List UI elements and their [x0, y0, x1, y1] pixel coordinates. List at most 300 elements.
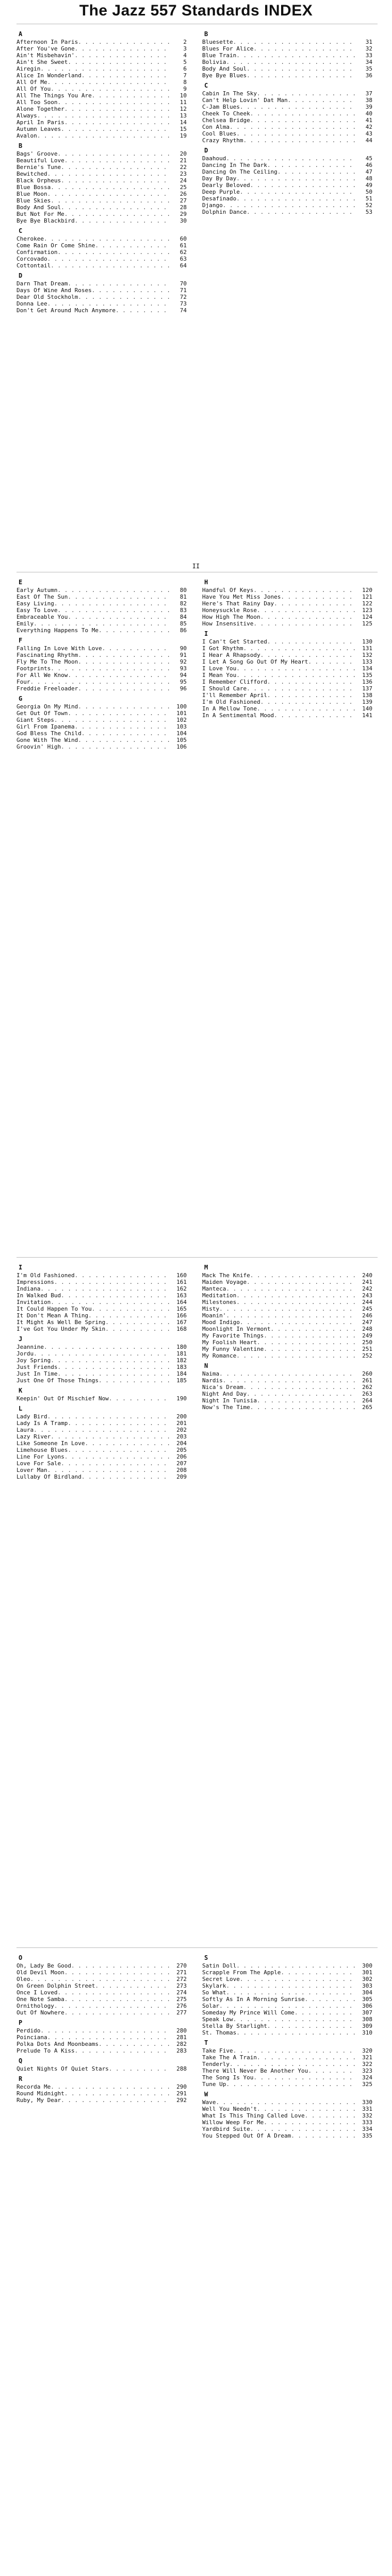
index-entry [202, 1962, 372, 1969]
song-title: Crazy Rhythm [202, 137, 243, 144]
page-ref: 141 [362, 712, 372, 719]
leader-dots [51, 197, 169, 204]
leader-dots [99, 2041, 169, 2047]
page-ref: 280 [176, 2027, 187, 2034]
song-title: Recorda Me [17, 2083, 51, 2090]
song-title: Mack The Knife [202, 1272, 250, 1279]
index-entry [17, 39, 187, 45]
leader-dots [236, 1299, 355, 1306]
leader-dots [61, 126, 169, 132]
leader-dots [68, 1420, 169, 1427]
index-entry [17, 620, 187, 627]
index-entry [202, 155, 372, 162]
section-letter: B [19, 142, 23, 149]
index-entry [17, 743, 187, 750]
page-ref: 5 [183, 59, 187, 65]
leader-dots [236, 2029, 355, 2036]
page-ref: 123 [362, 607, 372, 614]
index-entry [202, 1312, 372, 1319]
page-ref: 163 [176, 1292, 187, 1299]
song-title: Limehouse Blues [17, 1447, 68, 1453]
leader-dots [64, 1996, 169, 2003]
index-entry [17, 645, 187, 652]
page-ref: 27 [179, 197, 187, 204]
section-letter: P [19, 2019, 23, 2026]
leader-dots [116, 307, 169, 314]
song-title: Cherokee [17, 235, 44, 242]
page-ref: 168 [176, 1326, 187, 1332]
page-ref: 240 [362, 1272, 372, 1279]
song-title: So What [202, 1989, 226, 1996]
song-title: Take The A Train [202, 2054, 257, 2061]
page-ref: 105 [176, 737, 187, 743]
song-title: Well You Needn't [202, 2106, 257, 2112]
leader-dots [105, 1319, 169, 1326]
page-ref: 304 [362, 1989, 372, 1996]
page-ref: 38 [365, 97, 372, 104]
song-title: Polka Dots And Moonbeams [17, 2041, 99, 2047]
song-title: Just One Of Those Things [17, 1377, 99, 1384]
song-title: Con Alma [202, 124, 230, 130]
song-title: Don't Get Around Much Anymore [17, 307, 116, 314]
leader-dots [78, 685, 169, 692]
leader-dots [264, 1332, 355, 1339]
index-entry [202, 2067, 372, 2074]
leader-dots [236, 672, 355, 679]
index-entry [17, 300, 187, 307]
page-ref: 183 [176, 1364, 187, 1370]
index-entry [202, 1272, 372, 1279]
page-ref: 282 [176, 2041, 187, 2047]
page-ref: 281 [176, 2034, 187, 2041]
index-column-right [202, 27, 372, 215]
song-title: You Stepped Out Of A Dream [202, 2132, 291, 2139]
page-ref: 333 [362, 2119, 372, 2126]
song-title: Line For Lyons [17, 1453, 64, 1460]
index-entry [202, 1989, 372, 1996]
leader-dots [51, 1299, 169, 1306]
index-entry [17, 1447, 187, 1453]
index-entry [17, 1413, 187, 1420]
song-title: Lady Is A Tramp [17, 1420, 68, 1427]
leader-dots [257, 1397, 355, 1404]
index-entry [202, 195, 372, 202]
index-entry [17, 1344, 187, 1350]
index-entry [202, 2029, 372, 2036]
song-title: Love For Sale [17, 1460, 61, 1467]
song-title: Lullaby Of Birdland [17, 1473, 81, 1480]
page-ref: 181 [176, 1350, 187, 1357]
section-letter: R [19, 2075, 23, 2082]
song-title: I'm Old Fashioned [17, 1272, 75, 1279]
song-title: Days Of Wine And Roses [17, 287, 92, 294]
leader-dots [264, 2119, 355, 2126]
leader-dots [291, 2132, 355, 2139]
index-column-right [202, 1261, 372, 1411]
song-title: It Don't Mean A Thing [17, 1312, 89, 1319]
page-ref: 61 [179, 242, 187, 249]
song-title: Jordu [17, 1350, 34, 1357]
song-title: Poinciana [17, 2034, 47, 2041]
page-ref: 102 [176, 717, 187, 723]
index-entry [17, 249, 187, 256]
page-ref: 122 [362, 600, 372, 607]
leader-dots [257, 705, 355, 712]
page-ref: 264 [362, 1397, 372, 1404]
leader-dots [247, 209, 355, 215]
index-entry [202, 672, 372, 679]
page-ref: 161 [176, 1279, 187, 1285]
page-ref: 134 [362, 665, 372, 672]
index-entry [17, 59, 187, 65]
page-ref: 165 [176, 1306, 187, 1312]
song-title: Can't Help Lovin' Dat Man [202, 97, 288, 104]
leader-dots [57, 587, 169, 594]
leader-dots [223, 202, 355, 209]
page-ref: 251 [362, 1346, 372, 1352]
leader-dots [236, 1292, 355, 1299]
index-entry [202, 2047, 372, 2054]
index-entry [17, 2027, 187, 2034]
song-title: The Song Is You [202, 2074, 254, 2081]
section-letter: T [204, 2039, 208, 2046]
song-title: I Hear A Rhapsody [202, 652, 260, 658]
index-entry [202, 658, 372, 665]
page-ref: 184 [176, 1370, 187, 1377]
leader-dots [34, 1427, 169, 1433]
song-title: Tune Up [202, 2081, 226, 2088]
page-ref: 95 [179, 679, 187, 685]
page-ref: 272 [176, 1976, 187, 1982]
leader-dots [230, 124, 355, 130]
page-ref: 245 [362, 1306, 372, 1312]
leader-dots [57, 150, 169, 157]
song-title: In A Mellow Tone [202, 705, 257, 712]
leader-dots [233, 2016, 355, 2023]
index-entry [202, 2003, 372, 2009]
leader-dots [243, 645, 355, 652]
song-title: Everything Happens To Me [17, 627, 99, 634]
leader-dots [270, 1326, 355, 1332]
leader-dots [51, 2083, 169, 2090]
song-title: Deep Purple [202, 189, 240, 195]
index-entry [17, 1460, 187, 1467]
page-ref: 335 [362, 2132, 372, 2139]
page-ref: 203 [176, 1433, 187, 1440]
index-entry [202, 1976, 372, 1982]
index-entry [17, 1982, 187, 1989]
index-entry [202, 110, 372, 117]
page-ref: 322 [362, 2061, 372, 2067]
leader-dots [99, 627, 169, 634]
index-entry [202, 1326, 372, 1332]
leader-dots [78, 652, 169, 658]
leader-dots [247, 685, 355, 692]
leader-dots [260, 699, 355, 705]
leader-dots [92, 92, 169, 99]
index-entry [17, 658, 187, 665]
leader-dots [250, 2126, 355, 2132]
song-title: My Funny Valentine [202, 1346, 264, 1352]
page-ref: 3 [183, 45, 187, 52]
song-title: All The Things You Are [17, 92, 92, 99]
index-entry [202, 1370, 372, 1377]
song-title: God Bless The Child [17, 730, 81, 737]
song-title: I Got Rhythm [202, 645, 243, 652]
page-ref: 80 [179, 587, 187, 594]
index-entry [202, 600, 372, 607]
song-title: Quiet Nights Of Quiet Stars [17, 2065, 109, 2072]
page-ref: 36 [365, 72, 372, 79]
song-title: Maiden Voyage [202, 1279, 247, 1285]
index-entry [17, 45, 187, 52]
page-ref: 292 [176, 2097, 187, 2104]
leader-dots [61, 1292, 169, 1299]
leader-dots [308, 658, 355, 665]
page-ref: 249 [362, 1332, 372, 1339]
leader-dots [47, 300, 169, 307]
index-entry [17, 737, 187, 743]
index-entry [17, 157, 187, 164]
index-entry [17, 2041, 187, 2047]
index-entry [17, 2065, 187, 2072]
song-title: In Walked Bud [17, 1292, 61, 1299]
page-ref: 252 [362, 1352, 372, 1359]
leader-dots [281, 1969, 355, 1976]
song-title: I Let A Song Go Out Of My Heart [202, 658, 308, 665]
index-entry [17, 1285, 187, 1292]
page-ref: 309 [362, 2023, 372, 2029]
page-ref: 24 [179, 177, 187, 184]
song-title: Donna Lee [17, 300, 47, 307]
song-title: Blue Skies [17, 197, 51, 204]
index-entry [17, 2090, 187, 2097]
song-title: Gone With The Wind [17, 737, 78, 743]
index-entry [17, 607, 187, 614]
page-ref: 93 [179, 665, 187, 672]
song-title: Satin Doll [202, 1962, 237, 1969]
leader-dots [40, 2027, 169, 2034]
song-title: But Not For Me [17, 211, 64, 217]
song-title: Prelude To A Kiss [17, 2047, 75, 2054]
song-title: It Could Happen To You [17, 1306, 92, 1312]
leader-dots [68, 594, 169, 600]
leader-dots [226, 59, 355, 65]
song-title: Easy Living [17, 600, 54, 607]
song-title: Daahoud [202, 155, 226, 162]
leader-dots [288, 97, 355, 104]
leader-dots [64, 1969, 169, 1976]
song-title: Early Autumn [17, 587, 58, 594]
leader-dots [247, 72, 355, 79]
section-letter: O [19, 1954, 23, 1961]
page-ref: 45 [365, 155, 372, 162]
song-title: Cheek To Cheek [202, 110, 250, 117]
page-ref: 32 [365, 45, 372, 52]
page-ref: 31 [365, 39, 372, 45]
index-entry [202, 652, 372, 658]
page-ref: 53 [365, 209, 372, 215]
leader-dots [68, 280, 169, 287]
page-ref: 138 [362, 692, 372, 699]
page-ref: 308 [362, 2016, 372, 2023]
song-title: Get Out Of Town [17, 710, 68, 717]
song-title: Blues For Alice [202, 45, 254, 52]
song-title: I Love You [202, 665, 237, 672]
index-entry [202, 1982, 372, 1989]
index-entry [17, 1292, 187, 1299]
song-title: Just In Time [17, 1370, 58, 1377]
leader-dots [37, 112, 169, 119]
page-ref: 334 [362, 2126, 372, 2132]
leader-dots [64, 2090, 169, 2097]
page-ref: 246 [362, 1312, 372, 1319]
page-ref: 106 [176, 743, 187, 750]
index-entry [17, 1319, 187, 1326]
index-column-left [17, 1261, 187, 1480]
song-title: I Remember Clifford [202, 679, 267, 685]
song-title: Come Rain Or Come Shine [17, 242, 95, 249]
leader-dots [61, 743, 169, 750]
index-entry [202, 2099, 372, 2106]
song-title: Someday My Prince Will Come [202, 2009, 295, 2016]
index-entry [17, 1370, 187, 1377]
song-title: Indiana [17, 1285, 41, 1292]
index-entry [202, 1996, 372, 2003]
song-title: One Note Samba [17, 1996, 64, 2003]
leader-dots [51, 86, 169, 92]
song-title: There Will Never Be Another You [202, 2067, 308, 2074]
page-ref: 244 [362, 1299, 372, 1306]
song-title: Embraceable You [17, 614, 68, 620]
page-ref: 248 [362, 1326, 372, 1332]
song-title: Girl From Ipanema [17, 723, 75, 730]
page-ref: 49 [365, 182, 372, 189]
index-entry [202, 685, 372, 692]
page-ref: 12 [179, 106, 187, 112]
leader-dots [243, 137, 355, 144]
leader-dots [260, 652, 355, 658]
index-entry [202, 39, 372, 45]
page-ref: 96 [179, 685, 187, 692]
leader-dots [226, 1285, 355, 1292]
leader-dots [308, 2067, 355, 2074]
index-entry [17, 1433, 187, 1440]
song-title: Chelsea Bridge [202, 117, 250, 124]
page-ref: 103 [176, 723, 187, 730]
index-entry [202, 587, 372, 594]
page-ref: 263 [362, 1391, 372, 1397]
index-entry [17, 2097, 187, 2104]
page-ref: 83 [179, 607, 187, 614]
index-entry [202, 2112, 372, 2119]
leader-dots [240, 189, 355, 195]
index-page-2 [17, 572, 378, 1247]
page-ref: 185 [176, 1377, 187, 1384]
index-entry [17, 262, 187, 269]
leader-dots [44, 1344, 169, 1350]
leader-dots [95, 1982, 169, 1989]
page-ref: 331 [362, 2106, 372, 2112]
leader-dots [305, 2112, 355, 2119]
index-entry [17, 1377, 187, 1384]
song-title: Four [17, 679, 30, 685]
index-entry [17, 191, 187, 197]
index-entry [17, 2047, 187, 2054]
song-title: Wave [202, 2099, 216, 2106]
section-letter: B [204, 30, 208, 38]
index-entry [202, 1969, 372, 1976]
index-entry [17, 256, 187, 262]
index-page-1 [17, 24, 378, 560]
leader-dots [68, 1447, 169, 1453]
leader-dots [226, 155, 355, 162]
index-entry [202, 182, 372, 189]
leader-dots [85, 1440, 169, 1447]
leader-dots [34, 1350, 169, 1357]
page-ref: 73 [179, 300, 187, 307]
section-letter: A [19, 30, 23, 38]
index-entry [202, 692, 372, 699]
song-title: My Foolish Heart [202, 1339, 257, 1346]
section-letter: K [19, 1387, 23, 1394]
page-ref: 72 [179, 294, 187, 300]
page-ref: 136 [362, 679, 372, 685]
song-title: Tenderly [202, 2061, 230, 2067]
index-entry [17, 679, 187, 685]
leader-dots [267, 162, 355, 168]
leader-dots [64, 2009, 169, 2016]
song-title: Jeannine [17, 1344, 44, 1350]
leader-dots [61, 1460, 169, 1467]
index-entry [202, 1384, 372, 1391]
index-entry [202, 1279, 372, 1285]
page-ref: 33 [365, 52, 372, 59]
index-entry [17, 717, 187, 723]
index-entry [202, 1377, 372, 1384]
leader-dots [81, 730, 169, 737]
leader-dots [64, 157, 169, 164]
song-title: Corcovado [17, 256, 47, 262]
index-entry [17, 1306, 187, 1312]
index-entry [202, 2106, 372, 2112]
page-ref: 250 [362, 1339, 372, 1346]
song-title: Freddie Freeloader [17, 685, 78, 692]
leader-dots [267, 679, 355, 685]
leader-dots [47, 1467, 169, 1473]
index-entry [17, 1467, 187, 1473]
leader-dots [64, 119, 169, 126]
leader-dots [274, 600, 355, 607]
index-entry [202, 1306, 372, 1312]
leader-dots [253, 45, 355, 52]
leader-dots [257, 2054, 355, 2061]
page-ref: 241 [362, 1279, 372, 1285]
index-entry [17, 685, 187, 692]
song-title: Oh, Lady Be Good [17, 1962, 71, 1969]
page-ref: 82 [179, 600, 187, 607]
index-entry [17, 287, 187, 294]
page-ref: 51 [365, 195, 372, 202]
index-column-right [202, 1951, 372, 2139]
index-entry [17, 119, 187, 126]
index-entry [17, 235, 187, 242]
index-entry [202, 175, 372, 182]
index-page-4 [17, 1947, 378, 2576]
leader-dots [75, 723, 169, 730]
leader-dots [68, 614, 169, 620]
index-entry [17, 65, 187, 72]
